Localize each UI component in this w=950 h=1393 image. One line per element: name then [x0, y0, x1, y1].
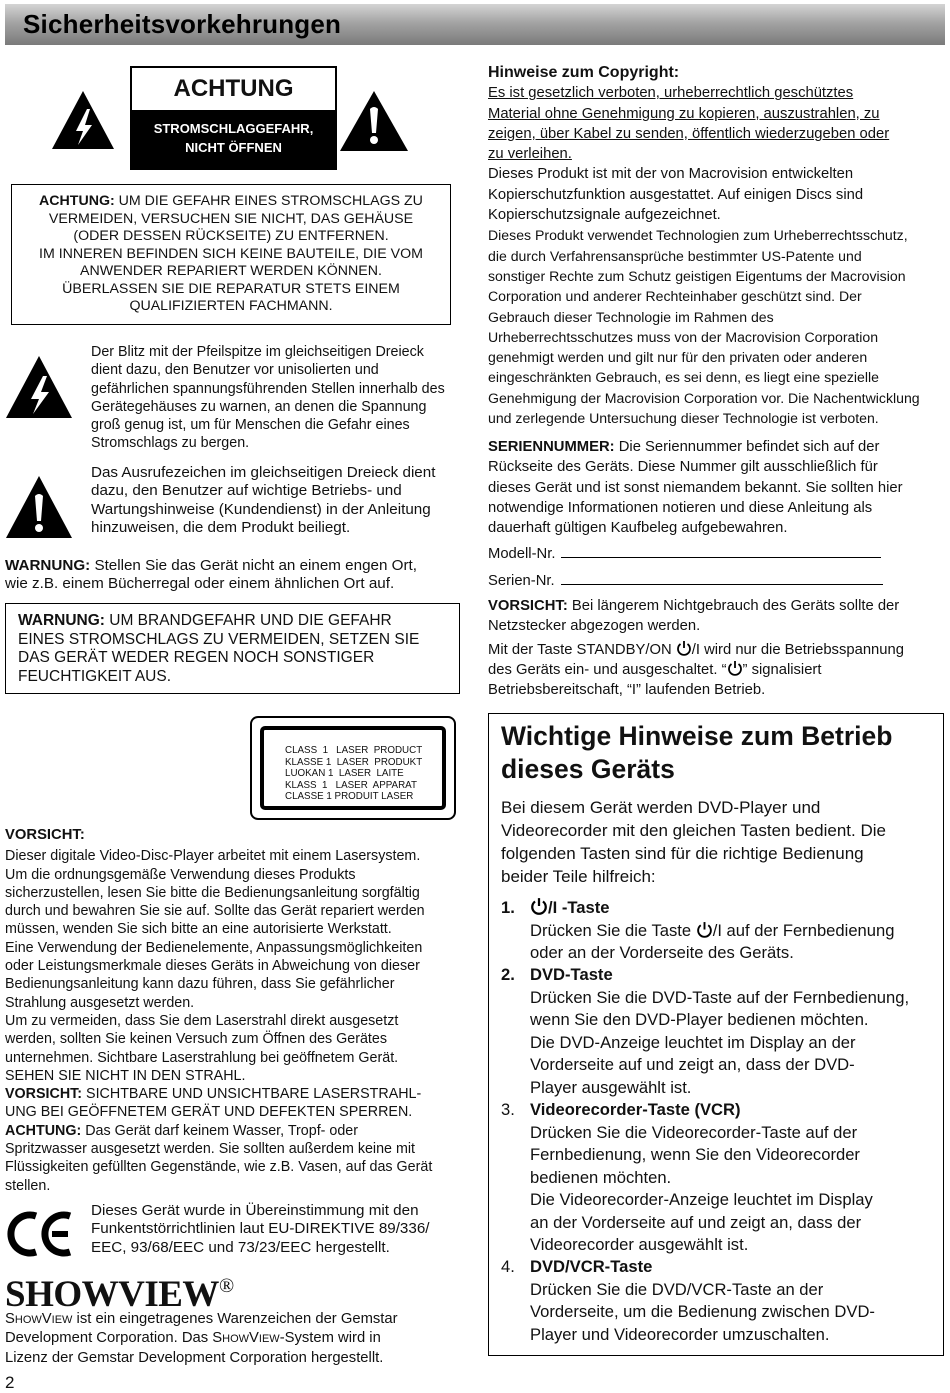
- text-line: Die Seriennummer befindet sich auf der: [614, 439, 880, 455]
- text-line: Material ohne Genehmigung zu kopieren, auszustrahlen, zu: [488, 105, 880, 122]
- text-line: genehmigt werden und gilt nur für den privaten oder anderen: [488, 349, 868, 366]
- serial-number-label: Serien-Nr.: [488, 572, 555, 589]
- warning-lead: VORSICHT:: [488, 598, 568, 614]
- text-line: Drücken Sie die DVD-Taste auf der Fernbedienung,: [530, 987, 910, 1007]
- text-line: Lizenz der Gemstar Development Corporation hergestellt.: [5, 1349, 384, 1366]
- warning-lead: ACHTUNG:: [39, 193, 115, 209]
- text-fragment: Development Corporation. Das: [5, 1330, 213, 1347]
- text-line: Videorecorder ausgewählt ist.: [530, 1235, 749, 1254]
- text-line: Rückseite des Geräts. Diese Nummer gilt ausschließlich für: [488, 459, 878, 476]
- text-line: hinzuweisen, die dem Produkt beiliegt.: [91, 518, 351, 536]
- text-fragment: IEW: [258, 1333, 280, 1346]
- text-line: Player ausgewählt ist.: [530, 1077, 692, 1097]
- achtung-sub-line: NICHT ÖFFNEN: [185, 140, 282, 155]
- text-line: Vorderseite, um die Bedienung zwischen DVD-: [530, 1302, 875, 1321]
- text-line: Flüssigkeiten gefüllten Gegenstände, wie z.B. Vasen, auf das Gerät: [5, 1159, 433, 1176]
- page-number: 2: [5, 1373, 15, 1392]
- text-line: UNG BEI GEÖFFNETEM GERÄT UND DEFEKTEN SPERREN.: [5, 1104, 413, 1121]
- power-icon: [696, 921, 713, 938]
- text-line: Wartungshinweise (Kundendienst) in der Anleitung: [91, 500, 431, 518]
- item-title: DVD/VCR-Taste: [530, 1257, 653, 1276]
- text-line: Das Ausrufezeichen im gleichseitigen Dreieck dient: [91, 464, 436, 481]
- text-line: wenn Sie den DVD-Player bedienen möchten.: [530, 1010, 869, 1029]
- text-line: Dieses Produkt verwendet Technologien zum Urheberrechtsschutz,: [488, 227, 908, 244]
- text-line: Bedienungsanleitung kann dazu führen, dass Sie gefährlicher: [5, 976, 395, 993]
- copyright-section: [488, 63, 943, 428]
- lightning-warning-icon: [50, 89, 116, 151]
- text-line: bedienen möchten.: [530, 1167, 672, 1187]
- serial-section: [488, 437, 943, 591]
- text-line: und zerlegende Untersuchung dieser Technologie ist verboten.: [488, 410, 879, 427]
- text-line: folgenden Tasten sind für die richtige Bedienung: [501, 844, 864, 863]
- warning-line: EINES STROMSCHLAGS ZU VERMEIDEN, SETZEN SIE: [18, 630, 420, 648]
- item-title: DVD-Taste: [530, 965, 613, 984]
- text-line: Corporation und anderer Rechteinhaber geschützt sind. Der: [488, 288, 862, 305]
- text-fragment: -System wird in: [279, 1330, 381, 1347]
- text-fragment: S: [5, 1311, 15, 1327]
- text-line: oder Leistungsmerkmale dieses Geräts in Abweichung von dieser: [5, 958, 420, 975]
- warning-line: ANWENDER REPARIERT WERDEN KÖNNEN.: [80, 263, 382, 279]
- text-line: notwendige Informationen notieren und diese Anleitung als: [488, 499, 873, 516]
- laser-line: LUOKAN 1 LASER LAITE: [285, 768, 404, 779]
- power-icon: [727, 660, 743, 676]
- warning-lead: ACHTUNG:: [5, 1122, 82, 1139]
- text-line: Strahlung ausgesetzt werden.: [5, 994, 195, 1011]
- text-line: werden, sollten Sie keinen Versuch zum Öffnen des Gerätes: [5, 1031, 387, 1048]
- item-title: Videorecorder-Taste (VCR): [530, 1100, 741, 1119]
- text-line: zeigen, über Kabel zu senden, öffentlich wiederzugeben oder: [488, 125, 890, 142]
- text-fragment: HOW: [14, 1314, 42, 1326]
- text-line: Player und Videorecorder umzuschalten.: [530, 1324, 830, 1344]
- text-line: SICHTBARE UND UNSICHTBARE LASERSTRAHL-: [82, 1086, 422, 1103]
- section-heading: Hinweise zum Copyright:: [488, 64, 680, 81]
- showview-logo-text: SHOWVIEW: [5, 1274, 219, 1315]
- text-line: Es ist gesetzlich verboten, urheberrechtlich geschütztes: [488, 85, 854, 102]
- text-line: Drücken Sie die Videorecorder-Taste auf der: [530, 1122, 858, 1142]
- text-line: Genehmigung der Macrovision Corporation vor. Die Nachentwicklung: [488, 389, 920, 406]
- warnung-placement: [5, 557, 465, 594]
- list-item: [501, 1256, 933, 1346]
- text-line: Dieses Produkt ist mit der von Macrovision entwickelten: [488, 166, 854, 183]
- serial-number-field[interactable]: [561, 570, 883, 585]
- text-line: EEC, 93/68/EEC und 73/23/EEC hergestellt.: [91, 1238, 390, 1256]
- text-line: Betriebsbereitschaft, “I” laufenden Betrieb.: [488, 682, 766, 699]
- text-line: gefährlichen spannungsführenden Stellen innerhalb des: [91, 380, 445, 397]
- text-line: Bei diesem Gerät werden DVD-Player und: [501, 798, 821, 817]
- showview-trademark-text: [5, 1310, 465, 1367]
- laser-line: KLASSE 1 LASER PRODUKT: [285, 756, 423, 768]
- exclamation-triangle-icon: [4, 474, 74, 540]
- text-line: dazu, den Benutzer auf wichtige Betriebs- und: [91, 482, 402, 500]
- ce-conformity-text: [91, 1202, 466, 1257]
- vorsicht-right-section: [488, 596, 943, 700]
- item-title: /I -Taste: [548, 898, 610, 917]
- text-line: groß genug ist, um für Menschen die Gefahr eines: [91, 417, 410, 434]
- warning-line: QUALIFIZIERTEN FACHMANN.: [129, 298, 333, 314]
- text-line: Kopierschutzsignale aufgezeichnet.: [488, 207, 721, 224]
- text-line: Dieser digitale Video-Disc-Player arbeitet mit einem Lasersystem.: [5, 848, 421, 865]
- text-line: die durch Verfahrensansprüche bestimmter US-Patente und: [488, 247, 862, 264]
- text-line: Die DVD-Anzeige leuchtet im Display an der: [530, 1032, 856, 1052]
- achtung-subtitle: [132, 110, 335, 168]
- warning-line: IM INNEREN BEFINDEN SICH KEINE BAUTEILE, DIE VOM: [39, 245, 423, 262]
- text-line: wie z.B. einem Bücherregal oder einem ähnlichen Ort auf.: [5, 575, 395, 593]
- text-fragment: des Geräts ein- und ausgeschaltet. “: [488, 661, 727, 678]
- text-line: eingeschränkten Gebrauch, es sei denn, es liegt eine spezielle: [488, 369, 879, 386]
- text-fragment: /I auf der Fernbedienung: [712, 920, 895, 940]
- text-line: Gebrauch dieser Technologie im Rahmen des: [488, 308, 774, 325]
- laser-class-label: [250, 716, 456, 820]
- achtung-label: [130, 66, 337, 170]
- model-number-field[interactable]: [561, 543, 881, 558]
- text-line: Stromschlags zu bergen.: [91, 435, 250, 452]
- warning-line: ÜBERLASSEN SIE DIE REPARATUR STETS EINEM: [62, 280, 400, 297]
- text-fragment: V: [249, 1330, 259, 1347]
- lightning-triangle-icon: [4, 354, 74, 420]
- lightning-explanation: [91, 343, 461, 453]
- text-line: Funkentstörrichtlinien laut EU-DIREKTIVE 89/336/: [91, 1220, 430, 1238]
- text-fragment: HOW: [222, 1333, 250, 1346]
- laser-line: CLASSE 1 PRODUIT LASER: [285, 791, 414, 802]
- text-line: SEHEN SIE NICHT IN DEN STRAHL.: [5, 1067, 246, 1084]
- important-notes-intro: [501, 796, 931, 888]
- item-number: 3.: [501, 1100, 515, 1119]
- achtung-title: ACHTUNG: [173, 75, 294, 102]
- text-line: Spritzwasser ausgesetzt werden. Sie sollten außerdem keine mit: [5, 1141, 416, 1158]
- text-line: Fernbedienung, wenn Sie den Videorecorder: [530, 1145, 860, 1164]
- text-fragment: V: [41, 1311, 52, 1327]
- power-icon: [676, 640, 692, 656]
- title-line: dieses Geräts: [501, 754, 675, 784]
- text-line: müssen, wenden Sie sich bitte an eine autorisierte Werkstatt.: [5, 921, 392, 938]
- warning-lead: VORSICHT:: [5, 1086, 83, 1103]
- text-line: Die Videorecorder-Anzeige leuchtet im Display: [530, 1190, 873, 1209]
- laser-line: KLASS 1 LASER APPARAT: [285, 779, 417, 791]
- text-line: zu verleihen.: [488, 146, 572, 163]
- item-number: 2.: [501, 965, 515, 984]
- text-line: dieses Gerät und ist sonst niemandem bekannt. Sie sollten hier: [488, 479, 903, 496]
- text-line: Das Gerät darf keinem Wasser, Tropf- oder: [81, 1122, 359, 1139]
- text-line: Videorecorder mit den gleichen Tasten bedient. Die: [501, 821, 886, 840]
- text-line: Netzstecker abgezogen werden.: [488, 618, 701, 635]
- item-number: 1.: [501, 898, 515, 917]
- registered-mark: ®: [218, 1275, 234, 1297]
- laser-line: CLASS 1 LASER PRODUCT: [285, 745, 423, 756]
- item-number: 4.: [501, 1257, 515, 1276]
- warning-line: (ODER DESSEN RÜCKSEITE) ZU ENTFERNEN.: [73, 228, 389, 244]
- text-fragment: ist ein eingetragenes Warenzeichen der Gemstar: [72, 1311, 398, 1327]
- achtung-sub-line: STROMSCHLAGGEFAHR,: [153, 121, 314, 136]
- important-notes-title: [501, 720, 892, 786]
- text-line: Bei längerem Nichtgebrauch des Geräts sollte der: [567, 598, 900, 614]
- text-line: Um die ordnungsgemäße Verwendung dieses Produkts: [5, 866, 356, 883]
- vorsicht-section: [5, 826, 465, 1195]
- text-fragment: IEW: [51, 1314, 73, 1326]
- list-item: [501, 897, 933, 965]
- text-line: sonstiger Rechte zum Schutz geistigen Eigentums der Macrovision: [488, 267, 906, 284]
- warning-line: UM BRANDGEFAHR UND DIE GEFAHR: [104, 612, 392, 629]
- warning-line: FEUCHTIGKEIT AUS.: [18, 667, 172, 685]
- warning-lead: SERIENNUMMER:: [488, 439, 615, 455]
- text-fragment: ” signalisiert: [742, 661, 822, 678]
- fire-warning-box: [5, 603, 460, 694]
- text-line: Drücken Sie die DVD/VCR-Taste an der: [530, 1279, 824, 1299]
- text-fragment: /I wird nur die Betriebsspannung: [691, 641, 904, 658]
- text-fragment: Drücken Sie die Taste: [530, 920, 696, 940]
- text-line: Um zu vermeiden, dass Sie dem Laserstrahl direkt ausgesetzt: [5, 1012, 399, 1029]
- text-fragment: S: [212, 1330, 223, 1347]
- text-line: beider Teile hilfreich:: [501, 867, 656, 886]
- warning-line: VERMEIDEN, VERSUCHEN SIE NICHT, DAS GEHÄUSE: [48, 210, 414, 227]
- text-line: unternehmen. Sichtbare Laserstrahlung bei geöffnetem Gerät.: [5, 1049, 399, 1066]
- warning-line: DAS GERÄT WEDER REGEN NOCH SONSTIGER: [18, 649, 375, 666]
- text-line: Kopierschutzfunktion ausgestattet. Auf einigen Discs sind: [488, 186, 864, 203]
- text-line: Dieses Gerät wurde in Übereinstimmung mit den: [91, 1202, 419, 1219]
- list-item: [501, 964, 933, 1099]
- text-line: Urheberrechtsschutzes muss von der Macrovision Corporation: [488, 328, 879, 345]
- text-fragment: Mit der Taste STANDBY/ON: [488, 641, 676, 658]
- ce-mark-icon: [6, 1208, 76, 1260]
- exclamation-warning-icon: [338, 89, 410, 153]
- page-header-bar: [5, 4, 945, 45]
- power-icon: [530, 897, 548, 915]
- text-line: Eine Verwendung der Bedienelemente, Anpassungsmöglichkeiten: [5, 939, 423, 956]
- text-line: an der Vorderseite auf und zeigt an, dass der: [530, 1212, 862, 1232]
- text-line: stellen.: [5, 1177, 51, 1194]
- text-line: Vorderseite auf und zeigt an, dass der DVD-: [530, 1055, 855, 1074]
- text-line: dient dazu, den Benutzer vor unisolierten und: [91, 362, 379, 379]
- important-notes-box: [488, 713, 944, 1356]
- section-heading: VORSICHT:: [5, 827, 85, 843]
- text-line: Der Blitz mit der Pfeilspitze im gleichseitigen Dreieck: [91, 344, 424, 360]
- title-line: Wichtige Hinweise zum Betrieb: [501, 721, 893, 751]
- list-item: [501, 1099, 933, 1257]
- text-line: Gerätegehäuses zu warnen, an denen die Spannung: [91, 398, 427, 415]
- exclamation-explanation: [91, 464, 461, 537]
- text-line: sicherzustellen, lesen Sie bitte die Bedienungsanleitung sorgfältig: [5, 884, 420, 901]
- warning-lead: WARNUNG:: [18, 612, 105, 629]
- warning-line: UM DIE GEFAHR EINES STROMSCHLAGS ZU: [114, 193, 423, 209]
- showview-logo: [5, 1266, 234, 1315]
- text-line: dauerhaft gültigen Kaufbeleg aufgebewahren.: [488, 520, 788, 537]
- electric-shock-warning-box: [11, 184, 451, 325]
- page-title: Sicherheitsvorkehrungen: [23, 9, 342, 39]
- model-number-label: Modell-Nr.: [488, 546, 556, 563]
- text-line: oder an der Vorderseite des Geräts.: [530, 943, 794, 962]
- text-line: durch und bewahren Sie sie auf. Sollte das Gerät repariert werden: [5, 903, 425, 920]
- text-line: Stellen Sie das Gerät nicht an einem engen Ort,: [90, 557, 417, 574]
- warning-lead: WARNUNG:: [5, 557, 91, 574]
